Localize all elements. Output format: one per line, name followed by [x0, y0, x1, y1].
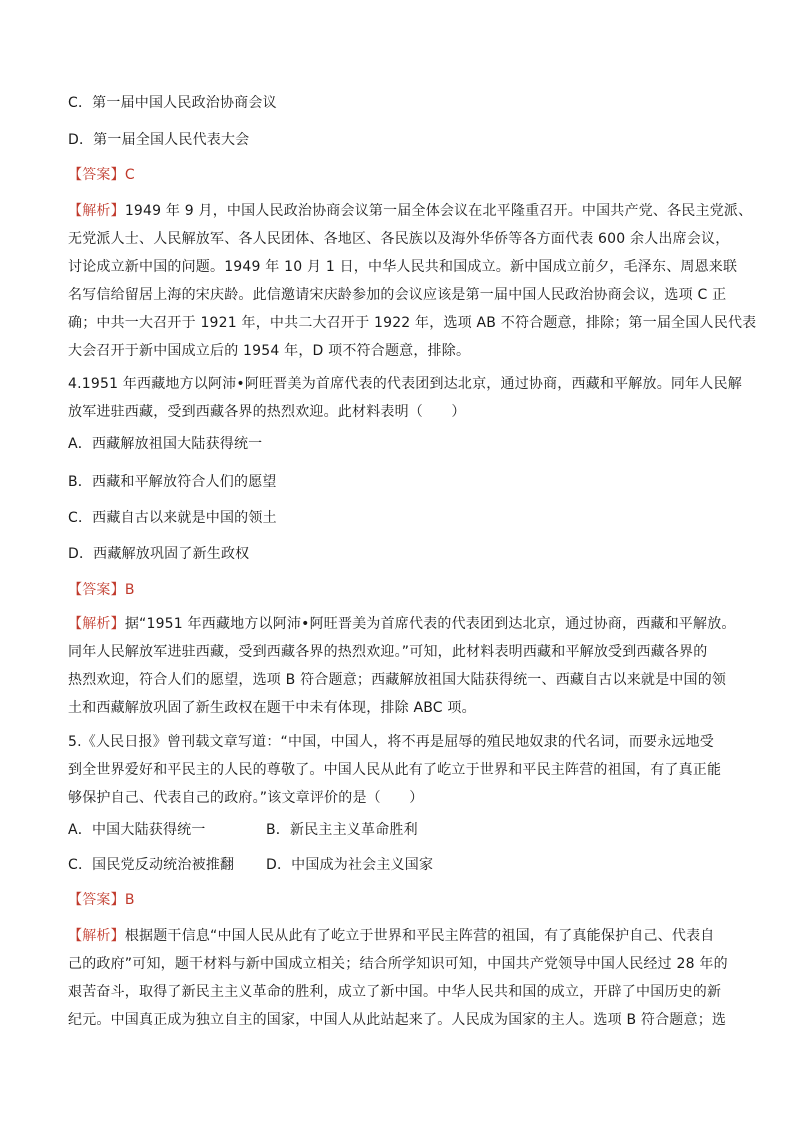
q4-option-c: C．西藏自古以来就是中国的领土: [68, 510, 277, 526]
q5-analysis-line: [68, 926, 728, 946]
q3-analysis-line: 无党派人士、人民解放军、各人民团体、各地区、各民族以及海外华侨等各方面代表 600 余人出席会议，: [68, 231, 730, 247]
q3-option-d: D．第一届全国人民代表大会: [68, 132, 250, 148]
answer-value: B: [124, 582, 135, 598]
q5-analysis-line: 纪元。中国真正成为独立自主的国家，中国人从此站起来了。人民成为国家的主人。选项 B 符合题意；选: [68, 1012, 727, 1028]
q3-analysis-line: 名写信给留居上海的宋庆龄。此信邀请宋庆龄参加的会议应该是第一届中国人民政治协商会议，选项 C 正: [68, 287, 727, 303]
q5-analysis-line: 己的政府”可知，题干材料与新中国成立相关；结合所学知识可知，中国共产党领导中国人民经过 28 年的: [68, 956, 728, 972]
analysis-text: 据“1951 年西藏地方以阿沛•阿旺晋美为首席代表的代表团到达北京，通过协商，西藏和平解放。: [124, 616, 736, 632]
q4-stem-line: 4.1951 年西藏地方以阿沛•阿旺晋美为首席代表的代表团到达北京，通过协商，西藏和平解放。同年人民解: [68, 376, 742, 392]
analysis-tag: 【解析】: [68, 616, 125, 632]
q4-analysis-line: 土和西藏解放巩固了新生政权在题干中未有体现，排除 ABC 项。: [68, 700, 476, 716]
q3-option-c: C．第一届中国人民政治协商会议: [68, 95, 277, 111]
answer-tag: 【答案】: [68, 582, 125, 598]
q4-option-a: A．西藏解放祖国大陆获得统一: [68, 436, 263, 452]
q5-option-a: A．中国大陆获得统一: [68, 822, 206, 838]
q4-analysis-line: 热烈欢迎，符合人们的愿望，选项 B 符合题意；西藏解放祖国大陆获得统一、西藏自古以来就是中国的领: [68, 672, 727, 688]
q5-analysis-line: 艰苦奋斗，取得了新民主主义革命的胜利，成立了新中国。中华人民共和国的成立，开辟了中国历史的新: [68, 984, 722, 1000]
q4-stem-line: 放军进驻西藏，受到西藏各界的热烈欢迎。此材料表明（ ）: [68, 404, 466, 420]
q3-analysis-line: 大会召开于新中国成立后的 1954 年，D 项不符合题意，排除。: [68, 343, 471, 359]
q5-option-c: C．国民党反动统治被推翻: [68, 857, 235, 873]
q5-options-row-1: [68, 820, 728, 840]
q4-analysis-line: 同年人民解放军进驻西藏，受到西藏各界的热烈欢迎。”可知，此材料表明西藏和平解放受到西藏各界的: [68, 644, 708, 660]
analysis-tag: 【解析】: [68, 928, 125, 944]
q5-option-d: D．中国成为社会主义国家: [266, 857, 434, 873]
q5-stem-line: 到全世界爱好和平民主的人民的尊敬了。中国人民从此有了屹立于世界和平民主阵营的祖国，有了真正能: [68, 762, 722, 778]
q4-analysis-line: [68, 614, 736, 634]
q3-analysis-line: [68, 201, 753, 221]
q3-analysis-line: 确；中共一大召开于 1921 年，中共二大召开于 1922 年，选项 AB 不符合题意，排除；第一届全国人民代表: [68, 315, 757, 331]
q3-answer: [68, 165, 728, 185]
q3-analysis-line: 讨论成立新中国的问题。1949 年 10 月 1 日，中华人民共和国成立。新中国成立前夕，毛泽东、周恩来联: [68, 259, 738, 275]
q5-answer: [68, 890, 728, 910]
q4-answer: [68, 580, 728, 600]
analysis-tag: 【解析】: [68, 203, 125, 219]
q5-stem-line: 够保护自己、代表自己的政府。”该文章评价的是（ ）: [68, 790, 424, 806]
q4-option-b: B．西藏和平解放符合人们的愿望: [68, 474, 277, 490]
analysis-text: 根据题干信息“中国人民从此有了屹立于世界和平民主阵营的祖国，有了真能保护自己、代表自: [124, 928, 715, 944]
answer-value: C: [124, 167, 135, 183]
answer-value: B: [124, 892, 135, 908]
q4-option-d: D．西藏解放巩固了新生政权: [68, 546, 250, 562]
analysis-text: 1949 年 9 月，中国人民政治协商会议第一届全体会议在北平隆重召开。中国共产党、各民主党派、: [124, 203, 753, 219]
q5-options-row-2: [68, 855, 728, 875]
q5-option-b: B．新民主主义革命胜利: [266, 822, 418, 838]
answer-tag: 【答案】: [68, 167, 125, 183]
q5-stem-line: 5.《人民日报》曾刊载文章写道：“中国，中国人，将不再是屈辱的殖民地奴隶的代名词，而要永远地受: [68, 734, 715, 750]
answer-tag: 【答案】: [68, 892, 125, 908]
